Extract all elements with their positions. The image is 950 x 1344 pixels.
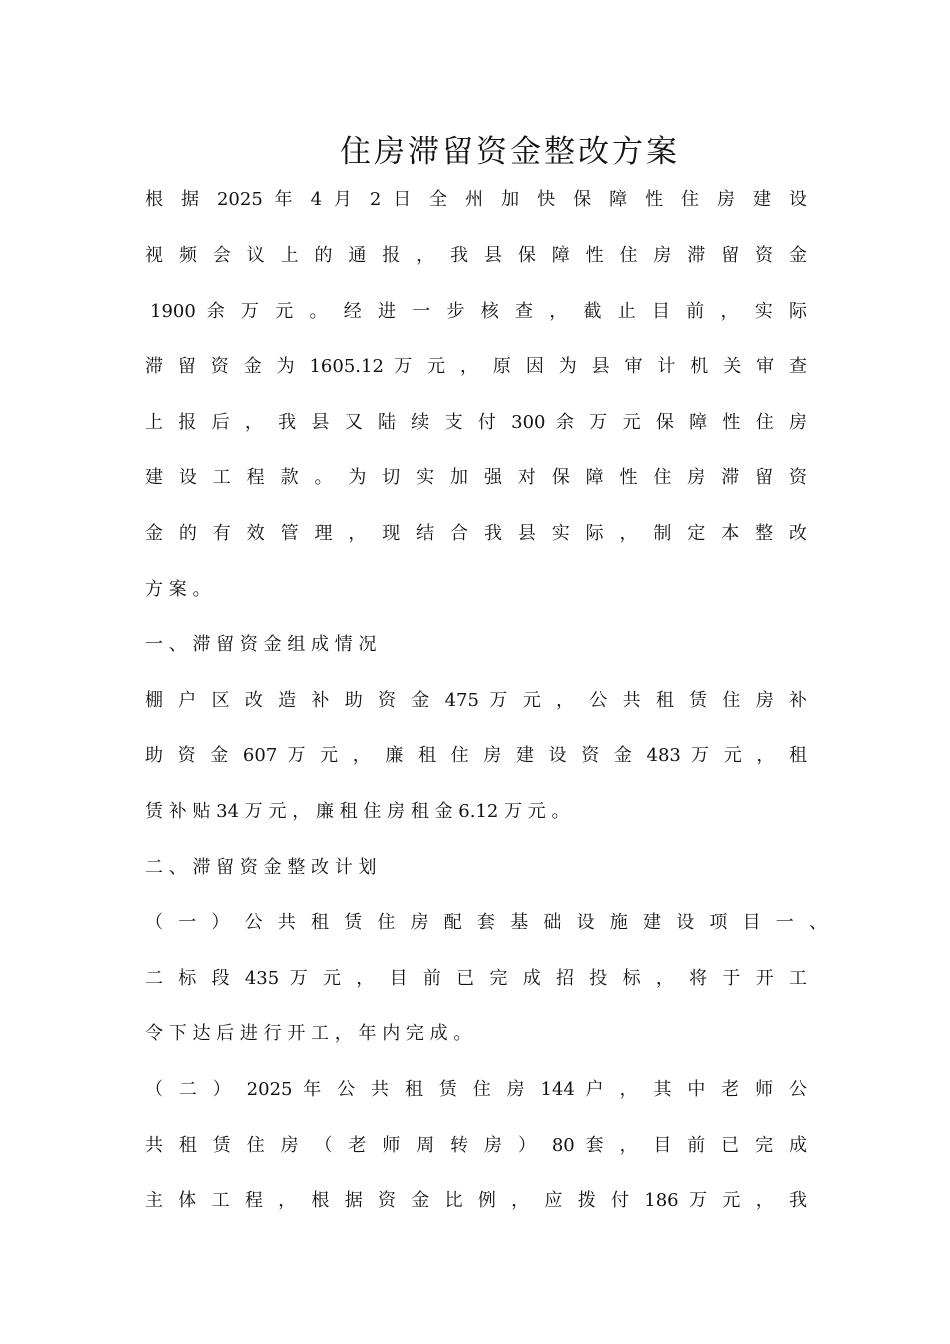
body-line: （ 二 ） 2025 年 公 共 租 赁 住 房 144 户 ， 其 中 老 师 公 [145,1079,807,1100]
body-line: 助 资 金 607 万 元 ， 廉 租 住 房 建 设 资 金 483 万 元 ， 租 [145,745,807,766]
body-line: 二 标 段 435 万 元 ， 目 前 已 完 成 招 投 标 ， 将 于 开 工 [145,968,807,989]
body-line: 共 租 赁 住 房 （ 老 师 周 转 房 ） 80 套 ， 目 前 已 完 成 [145,1135,807,1156]
body-line: 滞 留 资 金 为 1605.12 万 元 ， 原 因 为 县 审 计 机 关 审 查 [145,356,807,377]
section-heading: 二 、 滞 留 资 金 整 改 计 划 [145,857,377,878]
body-line: （ 一 ） 公 共 租 赁 住 房 配 套 基 础 设 施 建 设 项 目 一 、 [145,912,827,933]
body-line: 根 据 2025 年 4 月 2 日 全 州 加 快 保 障 性 住 房 建 设 [145,189,807,210]
body-line: 棚 户 区 改 造 补 助 资 金 475 万 元 ， 公 共 租 赁 住 房 补 [145,690,807,711]
page-title: 住房滞留资金整改方案 [340,134,680,170]
body-line: 金 的 有 效 管 理 ， 现 结 合 我 县 实 际 ， 制 定 本 整 改 [145,523,807,544]
body-line: 令 下 达 后 进 行 开 工 ， 年 内 完 成 。 [145,1023,472,1044]
section-heading: 一 、 滞 留 资 金 组 成 情 况 [145,634,377,655]
body-line: 视 频 会 议 上 的 通 报 ， 我 县 保 障 性 住 房 滞 留 资 金 [145,245,807,266]
body-line: 方 案 。 [145,579,211,600]
body-line: 1900 余 万 元 。 经 进 一 步 核 查 ， 截 止 目 前 ， 实 际 [150,301,807,322]
body-line: 赁 补 贴 34 万 元 ， 廉 租 住 房 租 金 6.12 万 元 。 [145,801,570,822]
body-line: 主 体 工 程 ， 根 据 资 金 比 例 ， 应 拨 付 186 万 元 ， 我 [145,1190,807,1211]
body-line: 上 报 后 ， 我 县 又 陆 续 支 付 300 余 万 元 保 障 性 住 房 [145,412,807,433]
body-line: 建 设 工 程 款 。 为 切 实 加 强 对 保 障 性 住 房 滞 留 资 [145,467,807,488]
